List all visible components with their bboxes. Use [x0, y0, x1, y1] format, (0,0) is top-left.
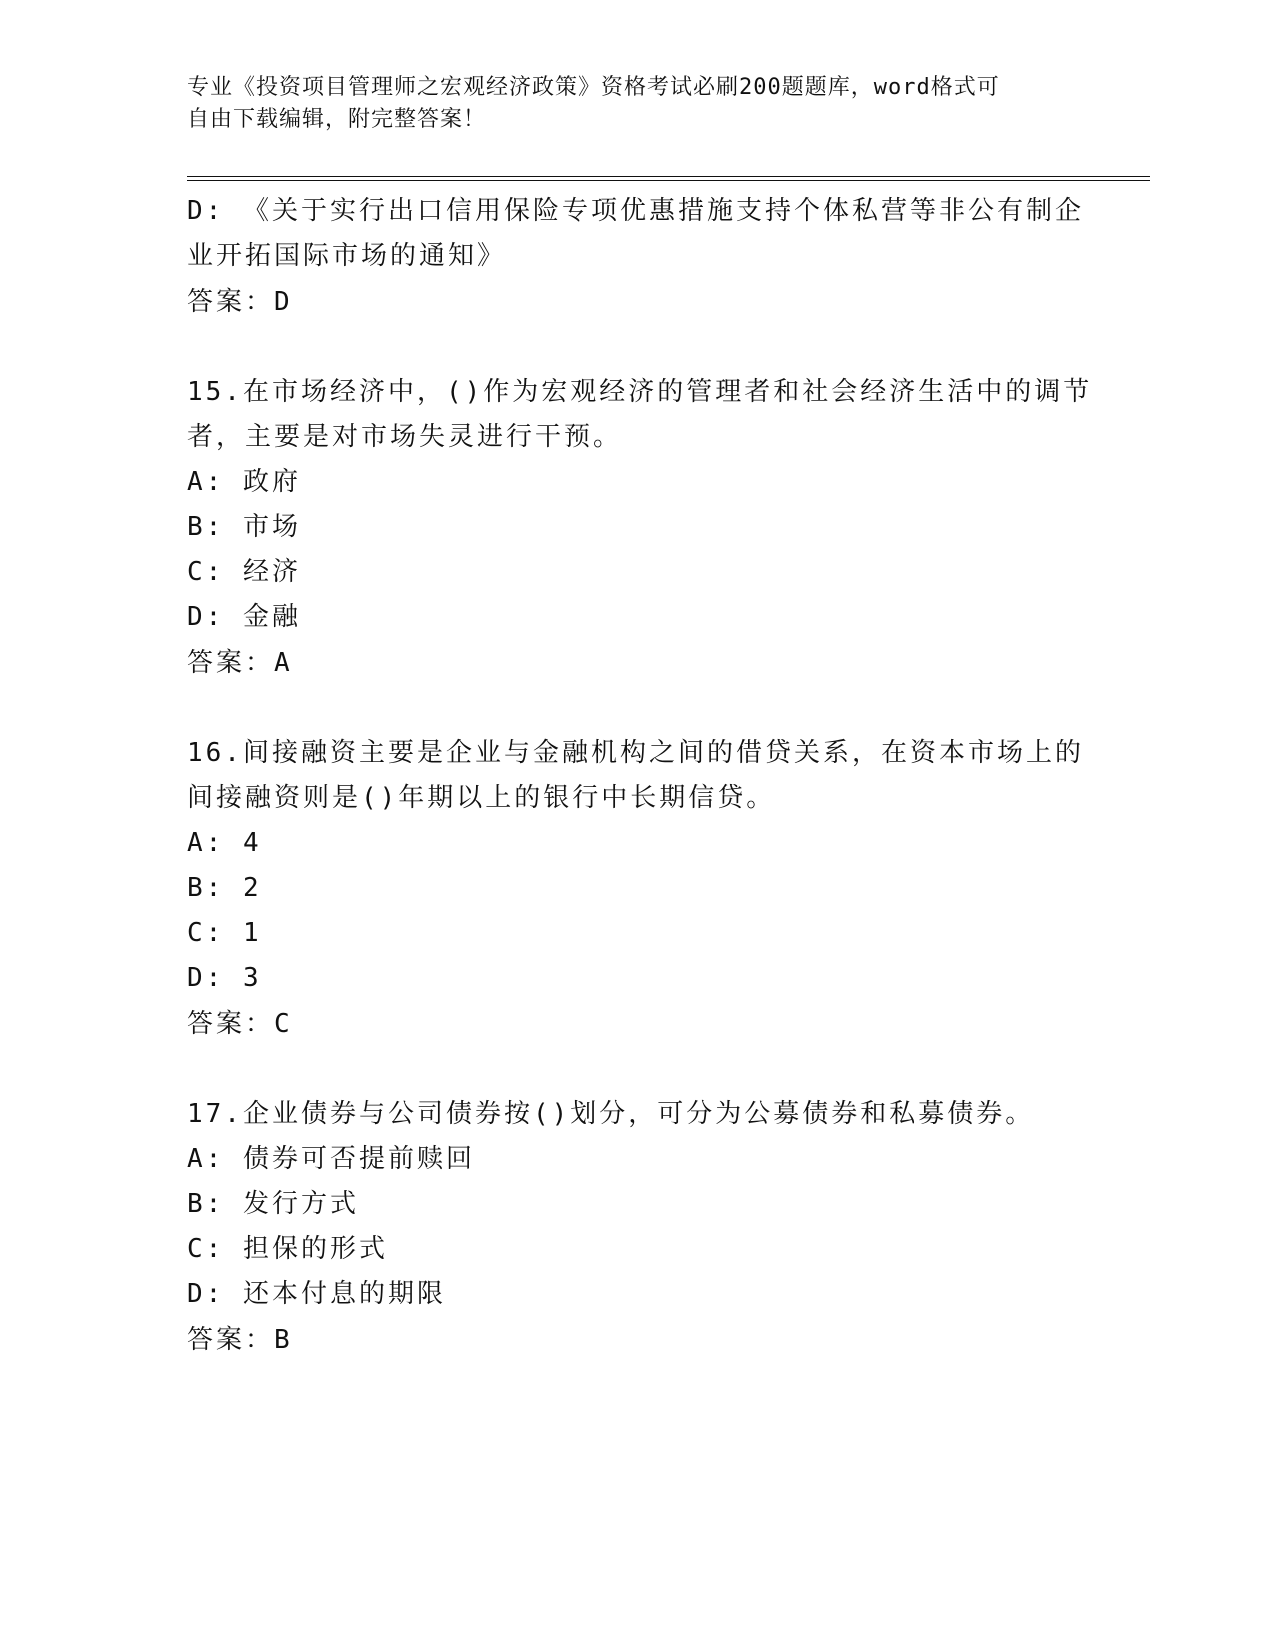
question-15	[187, 370, 1093, 686]
spacer	[187, 325, 1087, 370]
question-stem-line-2: 者，主要是对市场失灵进行干预。	[187, 422, 623, 452]
question-17	[187, 1092, 1087, 1363]
option-c: C: 担保的形式	[187, 1234, 388, 1264]
option-a: A: 4	[187, 828, 262, 858]
header-divider-bottom	[187, 180, 1150, 181]
answer-line: 答案：A	[187, 648, 293, 678]
option-d: D: 还本付息的期限	[187, 1279, 446, 1309]
document-body	[187, 189, 1093, 1363]
option-b: B: 2	[187, 873, 262, 903]
header-divider-top	[187, 176, 1150, 177]
question-stem-line-1: 16.间接融资主要是企业与金融机构之间的借贷关系，在资本市场上的	[187, 738, 1084, 768]
option-a: A: 债券可否提前赎回	[187, 1144, 475, 1174]
option-b: B: 发行方式	[187, 1189, 359, 1219]
option-d: D: 金融	[187, 602, 301, 632]
question-stem-line-1: 17.企业债券与公司债券按()划分，可分为公募债券和私募债券。	[187, 1099, 1035, 1129]
option-d: D: 3	[187, 963, 262, 993]
answer-line: 答案：B	[187, 1325, 293, 1355]
carryover-question	[187, 189, 1087, 325]
document-header	[187, 72, 1087, 136]
option-c: C: 1	[187, 918, 262, 948]
spacer	[187, 686, 1087, 731]
question-stem-line-2: 间接融资则是()年期以上的银行中长期信贷。	[187, 783, 776, 813]
option-d-line-2: 业开拓国际市场的通知》	[187, 241, 507, 271]
question-16	[187, 731, 1087, 1047]
answer-line: 答案：C	[187, 1009, 293, 1039]
answer-line: 答案：D	[187, 287, 293, 317]
header-line-1: 专业《投资项目管理师之宏观经济政策》资格考试必刷200题题库，word格式可	[187, 75, 1000, 100]
option-c: C: 经济	[187, 557, 301, 587]
question-stem-line-1: 15.在市场经济中，()作为宏观经济的管理者和社会经济生活中的调节	[187, 377, 1093, 407]
option-a: A: 政府	[187, 467, 301, 497]
spacer	[187, 1047, 1087, 1092]
header-line-2: 自由下载编辑，附完整答案！	[187, 107, 487, 132]
option-b: B: 市场	[187, 512, 301, 542]
option-d-line-1: D: 《关于实行出口信用保险专项优惠措施支持个体私营等非公有制企	[187, 196, 1084, 226]
